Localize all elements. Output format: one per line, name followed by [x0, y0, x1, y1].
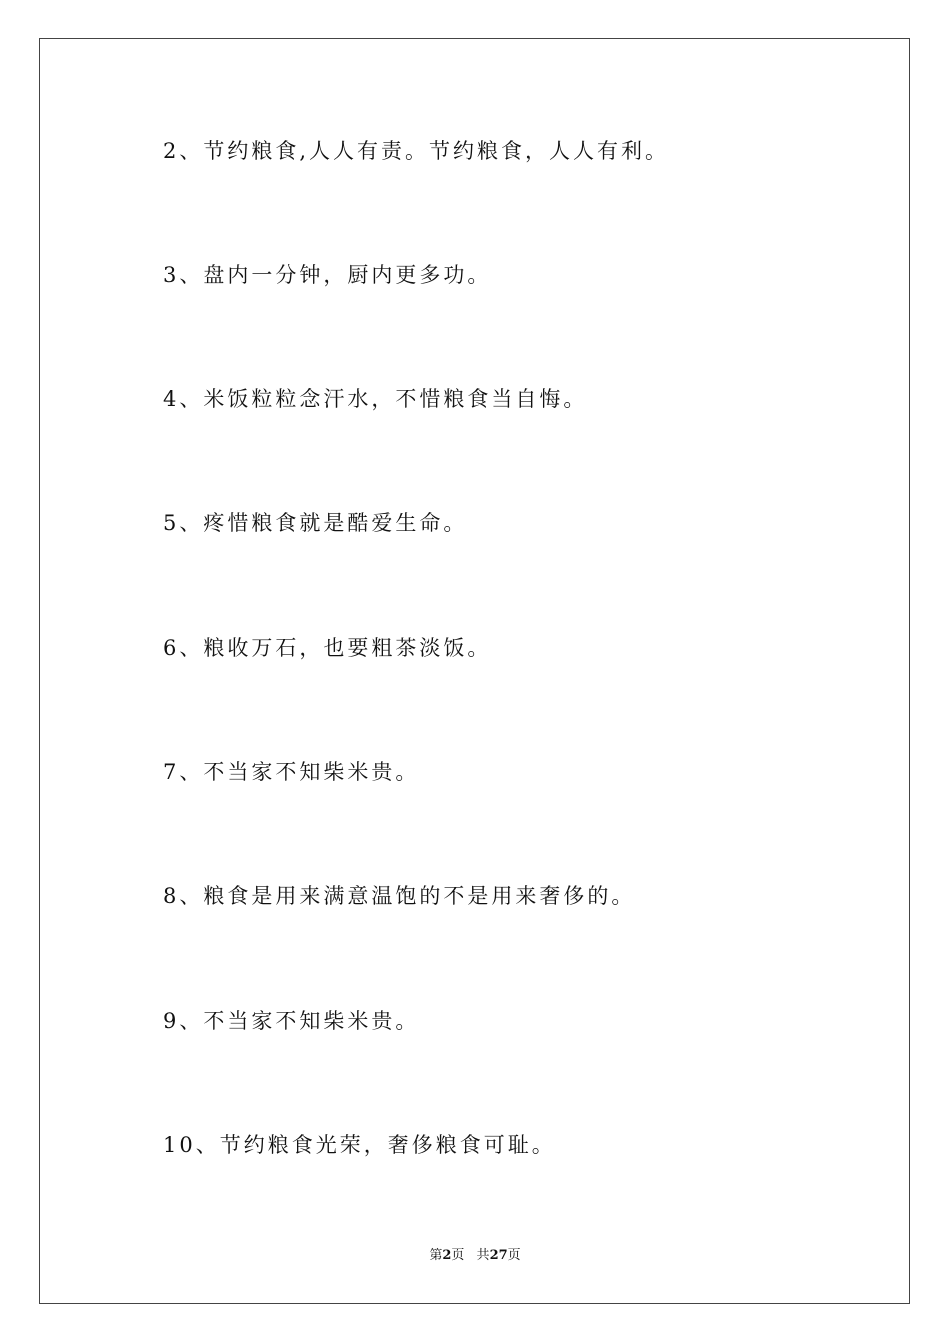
- page-footer: [0, 1246, 950, 1266]
- slogan-line: 4、米饭粒粒念汗水，不惜粮食当自悔。: [163, 387, 588, 411]
- slogan-line: 9、不当家不知柴米贵。: [163, 1009, 420, 1033]
- slogan-line: 8、粮食是用来满意温饱的不是用来奢侈的。: [163, 884, 636, 908]
- page-frame: [39, 38, 910, 1304]
- total-pages: 27: [489, 1248, 508, 1263]
- slogan-line: 6、粮收万石，也要粗茶淡饭。: [163, 636, 492, 660]
- slogan-line: 7、不当家不知柴米贵。: [163, 760, 420, 784]
- slogan-line: 10、节约粮食光荣，奢侈粮食可耻。: [163, 1133, 556, 1157]
- page-number: 2: [442, 1248, 452, 1263]
- slogan-line: 5、疼惜粮食就是酷爱生命。: [163, 511, 468, 535]
- slogan-line: 3、盘内一分钟，厨内更多功。: [163, 263, 492, 287]
- total-pages-indicator: 共27页: [476, 1248, 521, 1263]
- current-page-indicator: 第2页: [429, 1248, 465, 1263]
- slogan-line: 2、节约粮食,人人有责。节约粮食，人人有利。: [163, 139, 670, 163]
